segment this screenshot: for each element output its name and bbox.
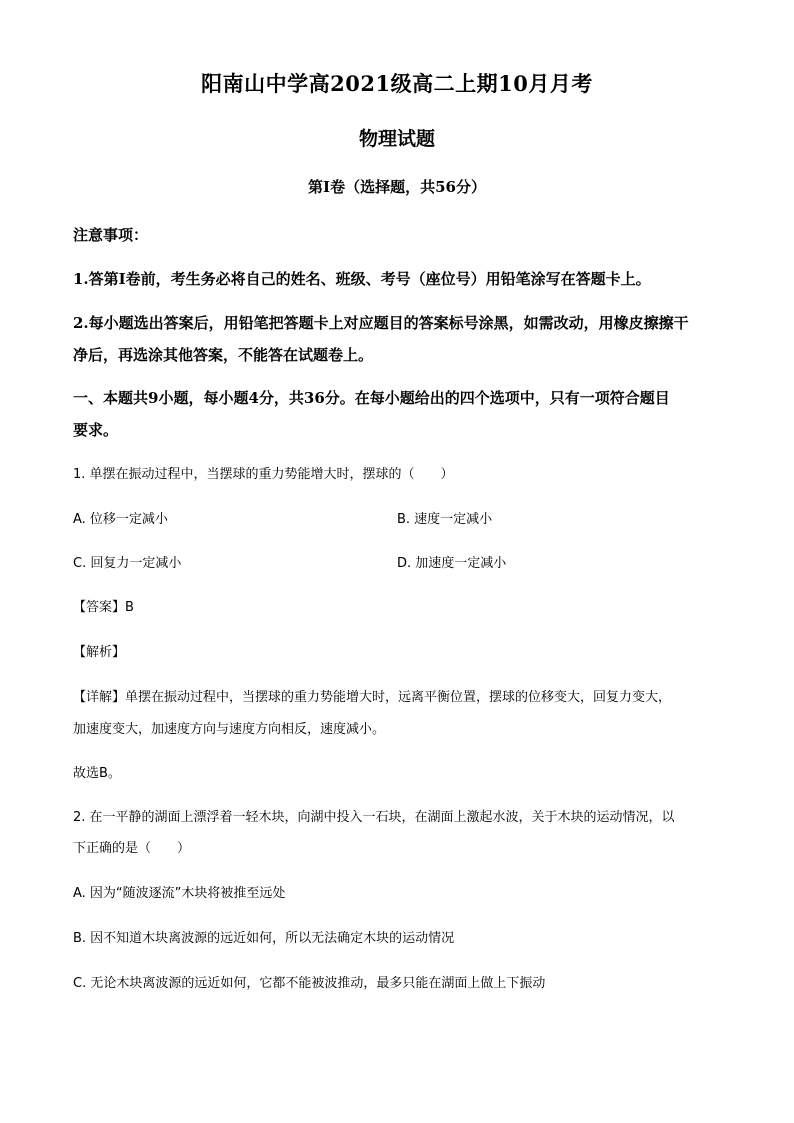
question-2-option-c: C. 无论木块离波源的远近如何，它都不能被波推动，最多只能在湖面上做上下振动 [73, 976, 546, 991]
question-1-detail-line-2: 加速度变大，加速度方向与速度方向相反，速度减小。 [73, 722, 386, 737]
page-subtitle: 物理试题 [358, 128, 435, 150]
notes-item-1: 1.答第I卷前，考生务必将自己的姓名、班级、考号（座位号）用铅笔涂写在答题卡上。 [73, 270, 651, 288]
page-title: 阳南山中学高2021级高二上期10月月考 [201, 71, 593, 96]
notes-item-2-line-2: 净后，再选涂其他答案，不能答在试题卷上。 [73, 346, 374, 364]
section-heading: 第I卷（选择题，共56分） [308, 178, 486, 196]
part-one-instructions-line-1: 一、本题共9小题，每小题4分，共36分。在每小题给出的四个选项中，只有一项符合题目 [73, 389, 670, 407]
question-1-analysis-tag: 【解析】 [73, 645, 126, 660]
notes-heading: 注意事项： [73, 226, 149, 244]
question-1-answer: 【答案】B [73, 600, 134, 615]
question-1-option-a: A. 位移一定减小 [73, 512, 168, 527]
question-1-option-c: C. 回复力一定减小 [73, 556, 182, 571]
question-1-conclusion: 故选B。 [73, 766, 121, 781]
question-2-stem-line-2: 下正确的是（ ） [73, 841, 191, 856]
question-1-option-b: B. 速度一定减小 [397, 512, 493, 527]
question-2-option-a: A. 因为“随波逐流”木块将被推至远处 [73, 886, 286, 901]
question-2-stem-line-1: 2. 在一平静的湖面上漂浮着一轻木块，向湖中投入一石块，在湖面上激起水波，关于木块的运动情况，以 [73, 810, 675, 825]
question-1-option-d: D. 加速度一定减小 [397, 556, 507, 571]
notes-item-2-line-1: 2.每小题选出答案后，用铅笔把答题卡上对应题目的答案标号涂黑，如需改动，用橡皮擦擦干 [73, 314, 689, 332]
question-1-detail-line-1: 【详解】单摆在振动过程中，当摆球的重力势能增大时，远离平衡位置，摆球的位移变大，回复力变大， [73, 690, 672, 705]
question-2-option-b: B. 因不知道木块离波源的远近如何，所以无法确定木块的运动情况 [73, 931, 455, 946]
part-one-instructions-line-2: 要求。 [73, 421, 119, 439]
question-1-stem: 1. 单摆在振动过程中，当摆球的重力势能增大时，摆球的（ ） [73, 467, 454, 482]
